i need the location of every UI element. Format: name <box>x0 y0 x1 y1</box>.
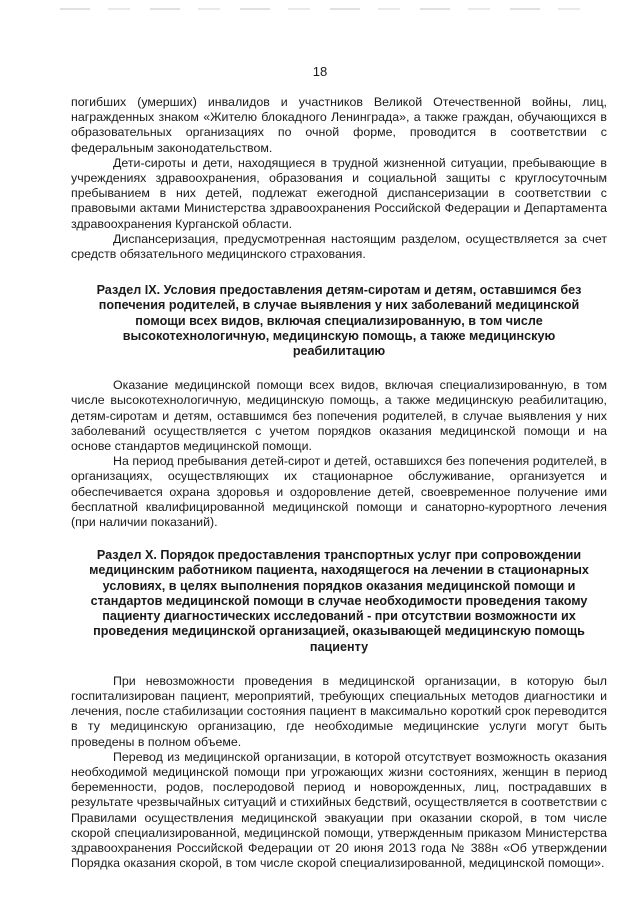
section-10-paragraph-2: Перевод из медицинской организации, в которой отсутствует возможность оказания необходимой медицинской помощи при угрожающих жизни состояниях, женщин в период беременности, родов, послеродовой период и новорожденных, лиц, пострадавших в результате чрезвычайных ситуаций и стихийных бедствий, осуществляется в соответствии с Правилами осуществления медицинской эвакуации при оказании скорой, в том числе скорой специализированной, медицинской помощи, утвержденным приказом Министерства здравоохранения Российской Федерации от 20 июня 2013 года № 388н «Об утверждении Порядка оказания скорой, в том числе скорой специализированной, медицинской помощи». <box>71 749 607 871</box>
section-9-heading: Раздел IX. Условия предоставления детям-сиротам и детям, оставшимся без попечения родителей, в случае выявления у них заболеваний медицинской помощи всех видов, включая специализированную, в том числе высокотехнологичную, медицинскую помощь, а также медицинскую реабилитацию <box>96 283 582 359</box>
section-10-paragraph-1: При невозможности проведения в медицинской организации, в которую был госпитализирован пациент, мероприятий, требующих специальных методов диагностики и лечения, после стабилизации состояния пациент в максимально короткий срок переводится в ту медицинскую организацию, где необходимые медицинские услуги могут быть проведены в полном объеме. <box>71 673 607 749</box>
section-9-paragraph-1: Оказание медицинской помощи всех видов, включая специализированную, в том числе высокотехнологичную, медицинскую помощь, а также медицинскую реабилитацию, детям-сиротам и детям, оставшимся без попечения родителей, в случае выявления у них заболеваний осуществляется с учетом порядков оказания медицинской помощи и на основе стандартов медицинской помощи. <box>71 378 607 454</box>
paragraph-dispensary-funding: Диспансеризация, предусмотренная настоящим разделом, осуществляется за счет средств обязательного медицинского страхования. <box>71 231 607 262</box>
page-content <box>71 95 607 871</box>
section-9-paragraph-2: На период пребывания детей-сирот и детей, оставшихся без попечения родителей, в организациях, осуществляющих их стационарное обслуживание, организуется и обеспечивается охрана здоровья и оздоровление детей, своевременное получение ими бесплатной квалифицированной медицинской помощи и санаторно-курортного лечения (при наличии показаний). <box>71 454 607 530</box>
paragraph-orphans-dispensary: Дети-сироты и дети, находящиеся в трудной жизненной ситуации, пребывающие в учреждениях здравоохранения, образования и социальной защиты с круглосуточным пребыванием в них детей, подлежат ежегодной диспансеризации в соответствии с правовыми актами Министерства здравоохранения Российской Федерации и Департамента здравоохранения Курганской области. <box>71 155 607 231</box>
section-10-heading: Раздел X. Порядок предоставления транспортных услуг при сопровождении медицинским работником пациента, находящегося на лечении в стационарных условиях, в целях выполнения порядков оказания медицинской помощи и стандартов медицинской помощи в случае необходимости проведения такому пациенту диагностических исследований - при отсутствии возможности их проведения медицинской организацией, оказывающей медицинскую помощь пациенту <box>89 548 589 654</box>
page-number: 18 <box>312 64 328 79</box>
scan-artifact <box>60 8 600 10</box>
paragraph-continuation: погибших (умерших) инвалидов и участников Великой Отечественной войны, лиц, награжденных знаком «Жителю блокадного Ленинграда», а также граждан, обучающихся в образовательных организациях по очной форме, проводится в соответствии с федеральным законодательством. <box>71 95 607 155</box>
